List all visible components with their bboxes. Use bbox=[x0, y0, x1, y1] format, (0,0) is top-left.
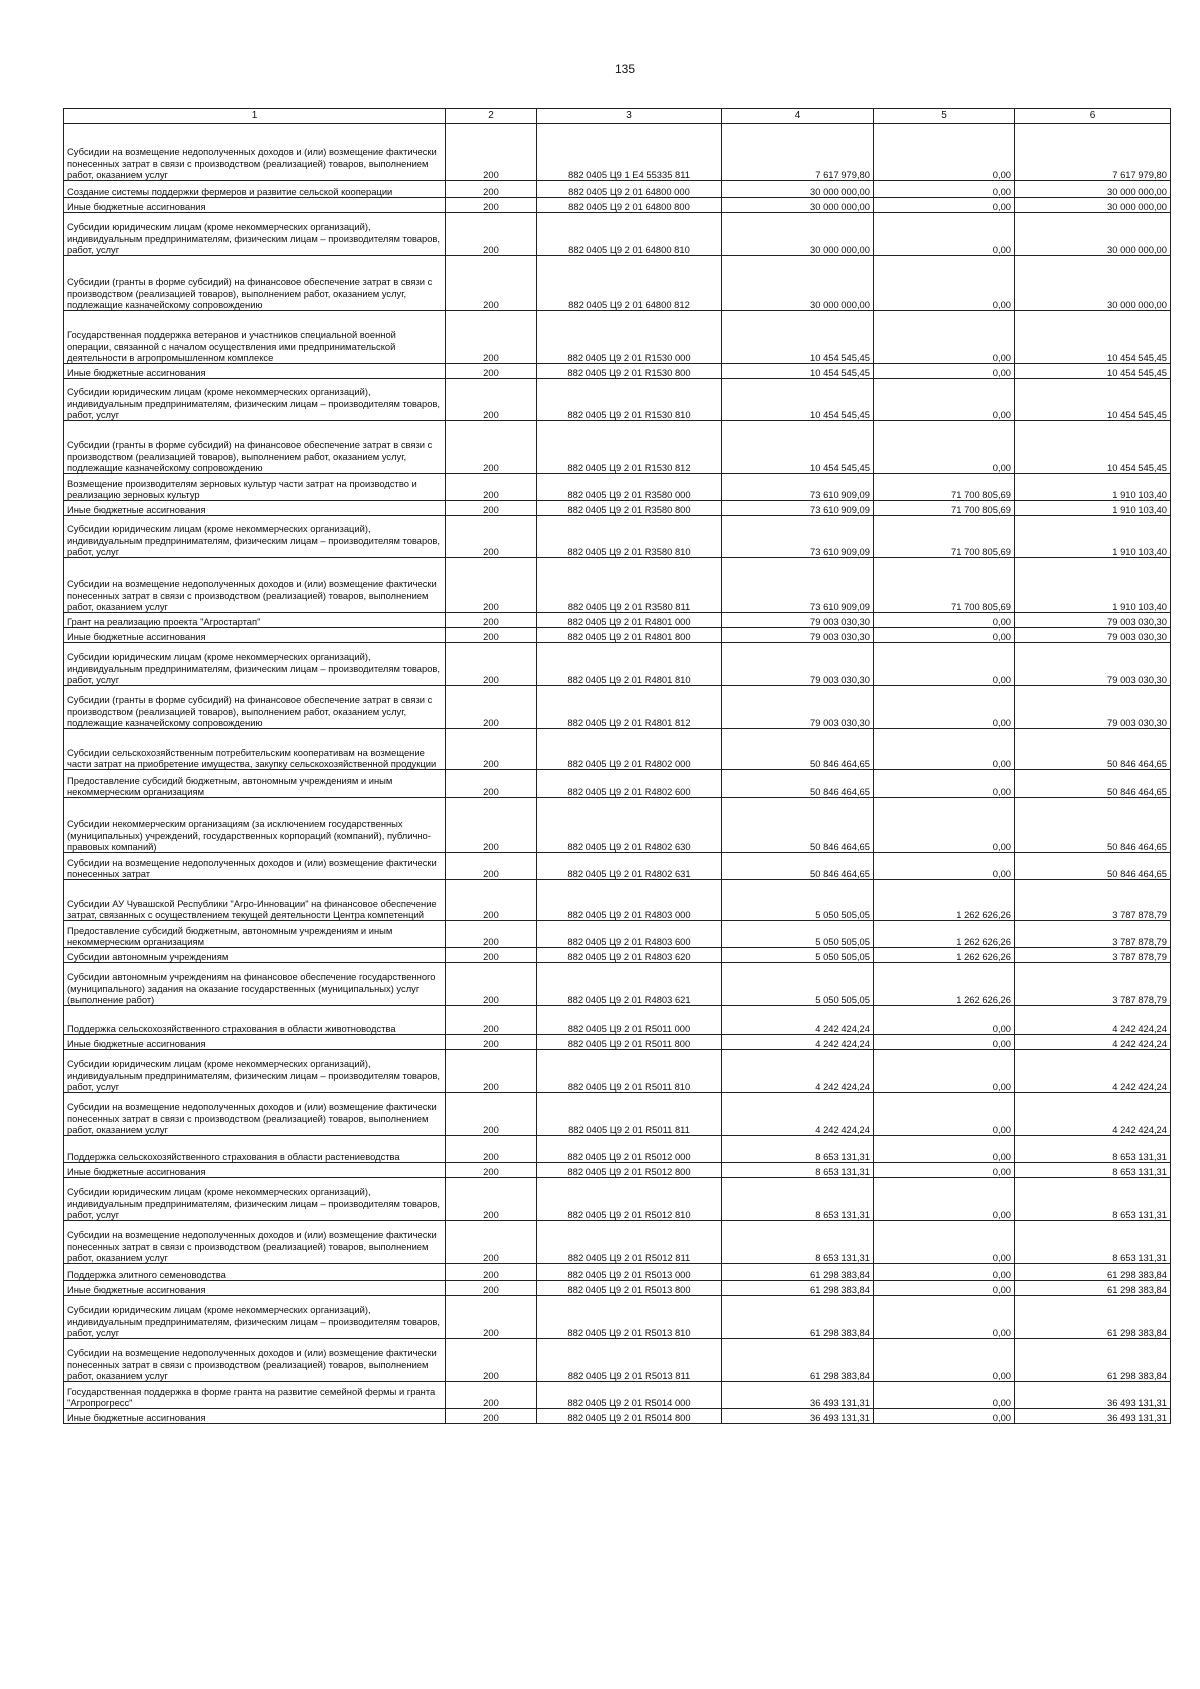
table-row bbox=[64, 1163, 1171, 1178]
row-col6: 61 298 383,84 bbox=[1015, 1281, 1171, 1296]
row-col6: 4 242 424,24 bbox=[1015, 1035, 1171, 1050]
row-col5: 0,00 bbox=[874, 364, 1015, 379]
row-code: 882 0405 Ц9 2 01 R4801 810 bbox=[537, 643, 722, 686]
row-col2: 200 bbox=[446, 1136, 537, 1163]
row-code: 882 0405 Ц9 2 01 R5012 800 bbox=[537, 1163, 722, 1178]
table-row bbox=[64, 1382, 1171, 1409]
row-name: Субсидии юридическим лицам (кроме некоммерческих организаций), индивидуальным предпринимателям, физическим лицам – производителям товаров, работ, услуг bbox=[64, 1296, 446, 1339]
table-row bbox=[64, 1178, 1171, 1221]
row-code: 882 0405 Ц9 2 01 R4803 620 bbox=[537, 948, 722, 963]
row-col6: 61 298 383,84 bbox=[1015, 1339, 1171, 1382]
row-col5: 0,00 bbox=[874, 256, 1015, 311]
row-col5: 0,00 bbox=[874, 1163, 1015, 1178]
row-col6: 79 003 030,30 bbox=[1015, 686, 1171, 729]
row-name: Государственная поддержка в форме гранта на развитие семейной фермы и гранта "Агропрогресс" bbox=[64, 1382, 446, 1409]
row-col6: 8 653 131,31 bbox=[1015, 1136, 1171, 1163]
row-col6: 4 242 424,24 bbox=[1015, 1006, 1171, 1035]
row-col5: 0,00 bbox=[874, 613, 1015, 628]
row-code: 882 0405 Ц9 2 01 R5011 800 bbox=[537, 1035, 722, 1050]
row-code: 882 0405 Ц9 2 01 R5014 000 bbox=[537, 1382, 722, 1409]
row-code: 882 0405 Ц9 2 01 R4803 621 bbox=[537, 963, 722, 1006]
row-code: 882 0405 Ц9 2 01 R1530 810 bbox=[537, 379, 722, 421]
row-col6: 79 003 030,30 bbox=[1015, 643, 1171, 686]
row-col2: 200 bbox=[446, 729, 537, 770]
table-row bbox=[64, 379, 1171, 421]
row-col2: 200 bbox=[446, 921, 537, 948]
table-row bbox=[64, 1093, 1171, 1136]
row-col5: 0,00 bbox=[874, 1050, 1015, 1093]
row-name: Поддержка элитного семеноводства bbox=[64, 1264, 446, 1281]
row-col4: 8 653 131,31 bbox=[722, 1163, 874, 1178]
table-row bbox=[64, 1339, 1171, 1382]
row-col4: 30 000 000,00 bbox=[722, 181, 874, 198]
row-col2: 200 bbox=[446, 256, 537, 311]
row-col6: 50 846 464,65 bbox=[1015, 853, 1171, 880]
table-row bbox=[64, 1264, 1171, 1281]
row-col5: 0,00 bbox=[874, 1221, 1015, 1264]
row-col4: 79 003 030,30 bbox=[722, 613, 874, 628]
row-col4: 4 242 424,24 bbox=[722, 1035, 874, 1050]
row-col2: 200 bbox=[446, 1221, 537, 1264]
row-col4: 10 454 545,45 bbox=[722, 379, 874, 421]
row-name: Субсидии на возмещение недополученных доходов и (или) возмещение фактически понесенных затрат в связи с производством (реализацией) товаров, выполнением работ, оказанием услуг bbox=[64, 124, 446, 181]
row-col4: 10 454 545,45 bbox=[722, 421, 874, 474]
row-col2: 200 bbox=[446, 1409, 537, 1424]
row-name: Субсидии автономным учреждениям bbox=[64, 948, 446, 963]
table-row bbox=[64, 770, 1171, 798]
row-name: Предоставление субсидий бюджетным, автономным учреждениям и иным некоммерческим организациям bbox=[64, 770, 446, 798]
table-row bbox=[64, 256, 1171, 311]
row-col4: 61 298 383,84 bbox=[722, 1264, 874, 1281]
row-name: Субсидии (гранты в форме субсидий) на финансовое обеспечение затрат в связи с производством (реализацией товаров), выполнением работ, оказанием услуг, подлежащие казначейскому сопровождению bbox=[64, 421, 446, 474]
column-header-4: 4 bbox=[722, 109, 874, 124]
row-col2: 200 bbox=[446, 880, 537, 921]
row-name: Иные бюджетные ассигнования bbox=[64, 364, 446, 379]
row-col6: 4 242 424,24 bbox=[1015, 1050, 1171, 1093]
row-col2: 200 bbox=[446, 963, 537, 1006]
row-col6: 3 787 878,79 bbox=[1015, 880, 1171, 921]
row-code: 882 0405 Ц9 2 01 64800 810 bbox=[537, 213, 722, 256]
row-col2: 200 bbox=[446, 516, 537, 558]
row-name: Иные бюджетные ассигнования bbox=[64, 198, 446, 213]
column-header-2: 2 bbox=[446, 109, 537, 124]
row-col4: 7 617 979,80 bbox=[722, 124, 874, 181]
table-row bbox=[64, 474, 1171, 501]
row-code: 882 0405 Ц9 2 01 R1530 800 bbox=[537, 364, 722, 379]
row-col6: 30 000 000,00 bbox=[1015, 213, 1171, 256]
row-col4: 73 610 909,09 bbox=[722, 516, 874, 558]
row-col4: 61 298 383,84 bbox=[722, 1281, 874, 1296]
row-col5: 0,00 bbox=[874, 124, 1015, 181]
row-col4: 8 653 131,31 bbox=[722, 1221, 874, 1264]
row-name: Субсидии на возмещение недополученных доходов и (или) возмещение фактически понесенных затрат в связи с производством (реализацией) товаров, выполнением работ, оказанием услуг bbox=[64, 558, 446, 613]
row-col6: 79 003 030,30 bbox=[1015, 628, 1171, 643]
row-col5: 1 262 626,26 bbox=[874, 948, 1015, 963]
row-col2: 200 bbox=[446, 686, 537, 729]
row-col6: 10 454 545,45 bbox=[1015, 364, 1171, 379]
row-name: Иные бюджетные ассигнования bbox=[64, 1409, 446, 1424]
row-col5: 0,00 bbox=[874, 1409, 1015, 1424]
row-col5: 0,00 bbox=[874, 421, 1015, 474]
row-code: 882 0405 Ц9 2 01 R5013 810 bbox=[537, 1296, 722, 1339]
table-row bbox=[64, 628, 1171, 643]
row-code: 882 0405 Ц9 2 01 R4801 812 bbox=[537, 686, 722, 729]
row-name: Субсидии юридическим лицам (кроме некоммерческих организаций), индивидуальным предпринимателям, физическим лицам – производителям товаров, работ, услуг bbox=[64, 1178, 446, 1221]
row-name: Поддержка сельскохозяйственного страхования в области животноводства bbox=[64, 1006, 446, 1035]
table-row bbox=[64, 124, 1171, 181]
column-header-3: 3 bbox=[537, 109, 722, 124]
row-name: Субсидии юридическим лицам (кроме некоммерческих организаций), индивидуальным предпринимателям, физическим лицам – производителям товаров, работ, услуг bbox=[64, 213, 446, 256]
row-col6: 4 242 424,24 bbox=[1015, 1093, 1171, 1136]
row-name: Предоставление субсидий бюджетным, автономным учреждениям и иным некоммерческим организациям bbox=[64, 921, 446, 948]
table-row bbox=[64, 558, 1171, 613]
row-col6: 79 003 030,30 bbox=[1015, 613, 1171, 628]
row-col5: 71 700 805,69 bbox=[874, 558, 1015, 613]
row-col4: 5 050 505,05 bbox=[722, 948, 874, 963]
row-code: 882 0405 Ц9 2 01 R1530 812 bbox=[537, 421, 722, 474]
row-col5: 71 700 805,69 bbox=[874, 501, 1015, 516]
row-name: Субсидии на возмещение недополученных доходов и (или) возмещение фактически понесенных затрат в связи с производством (реализацией) товаров, выполнением работ, оказанием услуг bbox=[64, 1339, 446, 1382]
row-code: 882 0405 Ц9 2 01 R4801 800 bbox=[537, 628, 722, 643]
row-code: 882 0405 Ц9 2 01 64800 812 bbox=[537, 256, 722, 311]
row-col4: 4 242 424,24 bbox=[722, 1050, 874, 1093]
row-code: 882 0405 Ц9 2 01 R3580 000 bbox=[537, 474, 722, 501]
row-col5: 0,00 bbox=[874, 643, 1015, 686]
row-code: 882 0405 Ц9 2 01 R5013 000 bbox=[537, 1264, 722, 1281]
column-header-6: 6 bbox=[1015, 109, 1171, 124]
row-col2: 200 bbox=[446, 948, 537, 963]
row-col6: 8 653 131,31 bbox=[1015, 1163, 1171, 1178]
row-name: Субсидии сельскохозяйственным потребительским кооперативам на возмещение части затрат на приобретение имущества, закупку сельскохозяйственной продукции bbox=[64, 729, 446, 770]
table-row bbox=[64, 643, 1171, 686]
row-col5: 0,00 bbox=[874, 1136, 1015, 1163]
row-col4: 73 610 909,09 bbox=[722, 474, 874, 501]
row-col5: 1 262 626,26 bbox=[874, 963, 1015, 1006]
row-code: 882 0405 Ц9 2 01 R4802 000 bbox=[537, 729, 722, 770]
row-code: 882 0405 Ц9 2 01 R1530 000 bbox=[537, 311, 722, 364]
table-row bbox=[64, 1035, 1171, 1050]
row-col2: 200 bbox=[446, 198, 537, 213]
row-col2: 200 bbox=[446, 1281, 537, 1296]
row-name: Субсидии на возмещение недополученных доходов и (или) возмещение фактически понесенных затрат bbox=[64, 853, 446, 880]
table-row bbox=[64, 364, 1171, 379]
row-code: 882 0405 Ц9 2 01 R3580 811 bbox=[537, 558, 722, 613]
row-col5: 0,00 bbox=[874, 1296, 1015, 1339]
table-row bbox=[64, 686, 1171, 729]
row-col6: 1 910 103,40 bbox=[1015, 516, 1171, 558]
row-col5: 71 700 805,69 bbox=[874, 516, 1015, 558]
row-code: 882 0405 Ц9 2 01 R5011 811 bbox=[537, 1093, 722, 1136]
row-col6: 3 787 878,79 bbox=[1015, 948, 1171, 963]
row-col4: 10 454 545,45 bbox=[722, 364, 874, 379]
table-row bbox=[64, 1296, 1171, 1339]
row-col5: 0,00 bbox=[874, 1006, 1015, 1035]
row-col4: 73 610 909,09 bbox=[722, 558, 874, 613]
row-col5: 0,00 bbox=[874, 1178, 1015, 1221]
table-row bbox=[64, 1006, 1171, 1035]
row-col6: 3 787 878,79 bbox=[1015, 963, 1171, 1006]
row-name: Возмещение производителям зерновых культур части затрат на производство и реализацию зерновых культур bbox=[64, 474, 446, 501]
row-col6: 7 617 979,80 bbox=[1015, 124, 1171, 181]
table-row bbox=[64, 311, 1171, 364]
row-name: Субсидии АУ Чувашской Республики "Агро-Инновации" на финансовое обеспечение затрат, связанных с осуществлением текущей деятельности Центра компетенций bbox=[64, 880, 446, 921]
table-row bbox=[64, 880, 1171, 921]
row-col4: 10 454 545,45 bbox=[722, 311, 874, 364]
table-row bbox=[64, 516, 1171, 558]
row-col6: 1 910 103,40 bbox=[1015, 558, 1171, 613]
row-col5: 0,00 bbox=[874, 198, 1015, 213]
row-col4: 8 653 131,31 bbox=[722, 1136, 874, 1163]
row-col2: 200 bbox=[446, 1382, 537, 1409]
row-col2: 200 bbox=[446, 181, 537, 198]
row-col6: 36 493 131,31 bbox=[1015, 1409, 1171, 1424]
row-code: 882 0405 Ц9 2 01 R5012 810 bbox=[537, 1178, 722, 1221]
row-col2: 200 bbox=[446, 1035, 537, 1050]
table-row bbox=[64, 921, 1171, 948]
row-col6: 10 454 545,45 bbox=[1015, 311, 1171, 364]
row-name: Субсидии на возмещение недополученных доходов и (или) возмещение фактически понесенных затрат в связи с производством (реализацией) товаров, выполнением работ, оказанием услуг bbox=[64, 1221, 446, 1264]
row-col2: 200 bbox=[446, 501, 537, 516]
row-col2: 200 bbox=[446, 1339, 537, 1382]
row-col6: 36 493 131,31 bbox=[1015, 1382, 1171, 1409]
row-col2: 200 bbox=[446, 311, 537, 364]
row-name: Государственная поддержка ветеранов и участников специальной военной операции, связанной с началом осуществления ими предпринимательской деятельности в агропромышленном комплексе bbox=[64, 311, 446, 364]
row-code: 882 0405 Ц9 1 Е4 55335 811 bbox=[537, 124, 722, 181]
row-col2: 200 bbox=[446, 474, 537, 501]
table-row bbox=[64, 853, 1171, 880]
row-col6: 30 000 000,00 bbox=[1015, 198, 1171, 213]
row-col4: 36 493 131,31 bbox=[722, 1409, 874, 1424]
row-name: Создание системы поддержки фермеров и развитие сельской кооперации bbox=[64, 181, 446, 198]
row-col2: 200 bbox=[446, 1178, 537, 1221]
row-name: Грант на реализацию проекта "Агростартап" bbox=[64, 613, 446, 628]
row-col2: 200 bbox=[446, 558, 537, 613]
row-col6: 61 298 383,84 bbox=[1015, 1296, 1171, 1339]
row-col6: 61 298 383,84 bbox=[1015, 1264, 1171, 1281]
row-col2: 200 bbox=[446, 643, 537, 686]
table-row bbox=[64, 798, 1171, 853]
table-row bbox=[64, 1050, 1171, 1093]
table-row bbox=[64, 421, 1171, 474]
table-row bbox=[64, 1281, 1171, 1296]
row-col2: 200 bbox=[446, 798, 537, 853]
row-code: 882 0405 Ц9 2 01 R5011 810 bbox=[537, 1050, 722, 1093]
row-code: 882 0405 Ц9 2 01 R5014 800 bbox=[537, 1409, 722, 1424]
row-col4: 30 000 000,00 bbox=[722, 256, 874, 311]
row-col5: 0,00 bbox=[874, 181, 1015, 198]
row-col4: 30 000 000,00 bbox=[722, 198, 874, 213]
header-row bbox=[64, 109, 1171, 124]
row-col5: 0,00 bbox=[874, 1035, 1015, 1050]
row-col6: 30 000 000,00 bbox=[1015, 181, 1171, 198]
page-number: 135 bbox=[614, 62, 636, 76]
row-col2: 200 bbox=[446, 770, 537, 798]
row-col5: 0,00 bbox=[874, 1339, 1015, 1382]
row-code: 882 0405 Ц9 2 01 R4803 000 bbox=[537, 880, 722, 921]
row-name: Субсидии юридическим лицам (кроме некоммерческих организаций), индивидуальным предпринимателям, физическим лицам – производителям товаров, работ, услуг bbox=[64, 379, 446, 421]
row-name: Иные бюджетные ассигнования bbox=[64, 628, 446, 643]
row-col2: 200 bbox=[446, 1006, 537, 1035]
table-row bbox=[64, 1221, 1171, 1264]
row-col4: 79 003 030,30 bbox=[722, 628, 874, 643]
row-col5: 0,00 bbox=[874, 1281, 1015, 1296]
row-code: 882 0405 Ц9 2 01 64800 800 bbox=[537, 198, 722, 213]
row-name: Субсидии некоммерческим организациям (за исключением государственных (муниципальных) учреждений, государственных корпораций (компаний), публично-правовых компаний) bbox=[64, 798, 446, 853]
row-code: 882 0405 Ц9 2 01 R3580 800 bbox=[537, 501, 722, 516]
column-header-5: 5 bbox=[874, 109, 1015, 124]
row-col4: 8 653 131,31 bbox=[722, 1178, 874, 1221]
row-code: 882 0405 Ц9 2 01 R5013 800 bbox=[537, 1281, 722, 1296]
table-row bbox=[64, 613, 1171, 628]
row-col5: 1 262 626,26 bbox=[874, 921, 1015, 948]
row-name: Поддержка сельскохозяйственного страхования в области растениеводства bbox=[64, 1136, 446, 1163]
row-name: Иные бюджетные ассигнования bbox=[64, 1281, 446, 1296]
row-col4: 50 846 464,65 bbox=[722, 798, 874, 853]
row-name: Субсидии юридическим лицам (кроме некоммерческих организаций), индивидуальным предпринимателям, физическим лицам – производителям товаров, работ, услуг bbox=[64, 516, 446, 558]
row-col2: 200 bbox=[446, 124, 537, 181]
row-code: 882 0405 Ц9 2 01 R4802 630 bbox=[537, 798, 722, 853]
row-col5: 0,00 bbox=[874, 1264, 1015, 1281]
row-col6: 10 454 545,45 bbox=[1015, 379, 1171, 421]
row-col2: 200 bbox=[446, 1050, 537, 1093]
row-code: 882 0405 Ц9 2 01 R3580 810 bbox=[537, 516, 722, 558]
row-col5: 0,00 bbox=[874, 770, 1015, 798]
row-name: Субсидии (гранты в форме субсидий) на финансовое обеспечение затрат в связи с производством (реализацией товаров), выполнением работ, оказанием услуг, подлежащие казначейскому сопровождению bbox=[64, 256, 446, 311]
table-row bbox=[64, 948, 1171, 963]
row-col5: 0,00 bbox=[874, 798, 1015, 853]
row-col5: 0,00 bbox=[874, 213, 1015, 256]
row-col4: 50 846 464,65 bbox=[722, 853, 874, 880]
row-code: 882 0405 Ц9 2 01 R5011 000 bbox=[537, 1006, 722, 1035]
row-col6: 1 910 103,40 bbox=[1015, 474, 1171, 501]
table-row bbox=[64, 1136, 1171, 1163]
table-row bbox=[64, 1409, 1171, 1424]
row-col5: 0,00 bbox=[874, 379, 1015, 421]
row-col2: 200 bbox=[446, 379, 537, 421]
row-col6: 50 846 464,65 bbox=[1015, 770, 1171, 798]
table-row bbox=[64, 729, 1171, 770]
row-col4: 79 003 030,30 bbox=[722, 643, 874, 686]
row-code: 882 0405 Ц9 2 01 64800 000 bbox=[537, 181, 722, 198]
row-col6: 50 846 464,65 bbox=[1015, 729, 1171, 770]
row-name: Субсидии (гранты в форме субсидий) на финансовое обеспечение затрат в связи с производством (реализацией товаров), выполнением работ, оказанием услуг, подлежащие казначейскому сопровождению bbox=[64, 686, 446, 729]
row-col5: 0,00 bbox=[874, 853, 1015, 880]
table-row bbox=[64, 501, 1171, 516]
row-col6: 30 000 000,00 bbox=[1015, 256, 1171, 311]
table-row bbox=[64, 963, 1171, 1006]
row-code: 882 0405 Ц9 2 01 R4802 600 bbox=[537, 770, 722, 798]
row-col4: 4 242 424,24 bbox=[722, 1006, 874, 1035]
row-col2: 200 bbox=[446, 1093, 537, 1136]
row-name: Иные бюджетные ассигнования bbox=[64, 501, 446, 516]
row-code: 882 0405 Ц9 2 01 R4801 000 bbox=[537, 613, 722, 628]
row-col2: 200 bbox=[446, 628, 537, 643]
budget-table bbox=[63, 108, 1171, 1424]
row-col5: 0,00 bbox=[874, 628, 1015, 643]
row-col2: 200 bbox=[446, 421, 537, 474]
row-name: Субсидии на возмещение недополученных доходов и (или) возмещение фактически понесенных затрат в связи с производством (реализацией) товаров, выполнением работ, оказанием услуг bbox=[64, 1093, 446, 1136]
row-col4: 36 493 131,31 bbox=[722, 1382, 874, 1409]
row-col6: 3 787 878,79 bbox=[1015, 921, 1171, 948]
row-col2: 200 bbox=[446, 1296, 537, 1339]
row-code: 882 0405 Ц9 2 01 R4802 631 bbox=[537, 853, 722, 880]
column-header-1: 1 bbox=[64, 109, 446, 124]
row-name: Субсидии автономным учреждениям на финансовое обеспечение государственного (муниципального) задания на оказание государственных (муниципальных) услуг (выполнение работ) bbox=[64, 963, 446, 1006]
row-name: Иные бюджетные ассигнования bbox=[64, 1035, 446, 1050]
row-code: 882 0405 Ц9 2 01 R5013 811 bbox=[537, 1339, 722, 1382]
row-col4: 73 610 909,09 bbox=[722, 501, 874, 516]
row-col4: 30 000 000,00 bbox=[722, 213, 874, 256]
row-col5: 71 700 805,69 bbox=[874, 474, 1015, 501]
row-col4: 61 298 383,84 bbox=[722, 1339, 874, 1382]
row-col4: 79 003 030,30 bbox=[722, 686, 874, 729]
row-col2: 200 bbox=[446, 853, 537, 880]
row-col2: 200 bbox=[446, 613, 537, 628]
row-col5: 0,00 bbox=[874, 1093, 1015, 1136]
row-code: 882 0405 Ц9 2 01 R5012 000 bbox=[537, 1136, 722, 1163]
row-col5: 0,00 bbox=[874, 686, 1015, 729]
row-col5: 1 262 626,26 bbox=[874, 880, 1015, 921]
row-col4: 5 050 505,05 bbox=[722, 963, 874, 1006]
row-col4: 4 242 424,24 bbox=[722, 1093, 874, 1136]
row-col4: 5 050 505,05 bbox=[722, 880, 874, 921]
row-col4: 5 050 505,05 bbox=[722, 921, 874, 948]
row-col6: 8 653 131,31 bbox=[1015, 1178, 1171, 1221]
row-code: 882 0405 Ц9 2 01 R4803 600 bbox=[537, 921, 722, 948]
row-col5: 0,00 bbox=[874, 1382, 1015, 1409]
row-col5: 0,00 bbox=[874, 729, 1015, 770]
row-col6: 50 846 464,65 bbox=[1015, 798, 1171, 853]
row-name: Субсидии юридическим лицам (кроме некоммерческих организаций), индивидуальным предпринимателям, физическим лицам – производителям товаров, работ, услуг bbox=[64, 1050, 446, 1093]
row-col2: 200 bbox=[446, 364, 537, 379]
row-col2: 200 bbox=[446, 213, 537, 256]
row-col6: 1 910 103,40 bbox=[1015, 501, 1171, 516]
row-col4: 61 298 383,84 bbox=[722, 1296, 874, 1339]
row-col2: 200 bbox=[446, 1264, 537, 1281]
row-col5: 0,00 bbox=[874, 311, 1015, 364]
table-row bbox=[64, 213, 1171, 256]
row-col4: 50 846 464,65 bbox=[722, 729, 874, 770]
row-name: Иные бюджетные ассигнования bbox=[64, 1163, 446, 1178]
table-row bbox=[64, 198, 1171, 213]
table-row bbox=[64, 181, 1171, 198]
row-col2: 200 bbox=[446, 1163, 537, 1178]
row-name: Субсидии юридическим лицам (кроме некоммерческих организаций), индивидуальным предпринимателям, физическим лицам – производителям товаров, работ, услуг bbox=[64, 643, 446, 686]
row-col6: 10 454 545,45 bbox=[1015, 421, 1171, 474]
row-col4: 50 846 464,65 bbox=[722, 770, 874, 798]
row-code: 882 0405 Ц9 2 01 R5012 811 bbox=[537, 1221, 722, 1264]
row-col6: 8 653 131,31 bbox=[1015, 1221, 1171, 1264]
